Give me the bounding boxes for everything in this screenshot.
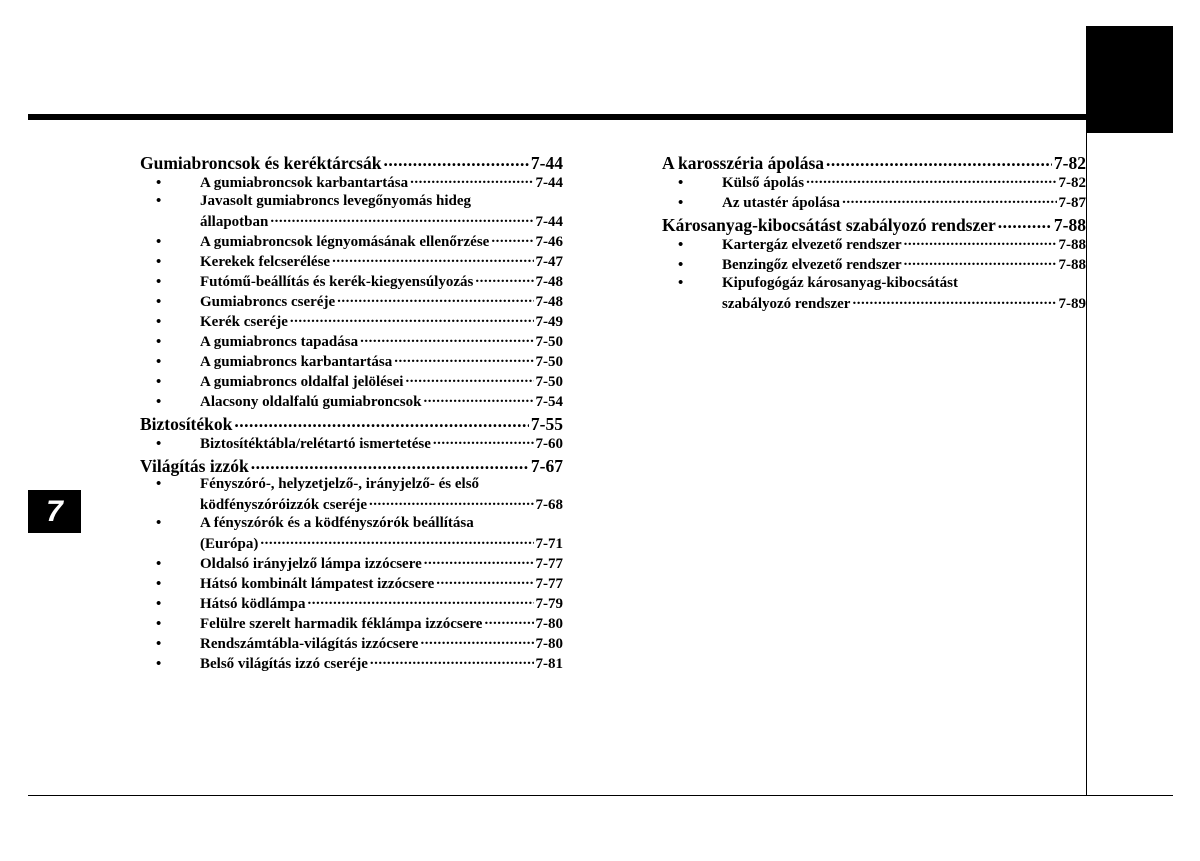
toc-section[interactable] — [662, 151, 1086, 172]
toc-entry-title: Külső ápolás — [722, 175, 805, 191]
toc-entry[interactable] — [662, 172, 1086, 192]
toc-entry[interactable] — [140, 593, 563, 613]
toc-entry-title: Belső világítás izzó cseréje — [200, 656, 368, 672]
toc-section-title: Világítás izzók — [140, 455, 249, 476]
dot-leader — [904, 234, 1057, 249]
toc-entry-continuation[interactable] — [662, 293, 1086, 313]
dot-leader — [370, 653, 534, 668]
toc-page-number: 7-55 — [530, 413, 563, 434]
toc-entry[interactable] — [140, 514, 563, 533]
toc-entry-title: A gumiabroncs tapadása — [200, 334, 359, 350]
toc-left-column — [140, 150, 563, 673]
toc-section-title: Biztosítékok — [140, 413, 233, 434]
bullet-marker: • — [156, 556, 162, 572]
dot-leader — [842, 192, 1056, 207]
bullet-marker: • — [156, 616, 162, 632]
bullet-marker: • — [156, 515, 162, 531]
toc-entry-title-line: Kipufogógáz károsanyag-kibocsátást — [722, 275, 959, 291]
toc-entry[interactable] — [140, 271, 563, 291]
toc-page-number: 7-48 — [535, 274, 563, 290]
bullet-marker: • — [156, 234, 162, 250]
dot-leader — [360, 331, 533, 346]
toc-entry-title: Felülre szerelt harmadik féklámpa izzócsere — [200, 616, 483, 632]
toc-page-number: 7-54 — [535, 394, 563, 410]
dot-leader — [383, 151, 528, 169]
bullet-marker: • — [156, 334, 162, 350]
dot-leader — [826, 151, 1052, 169]
toc-entry-title: Kartergáz elvezető rendszer — [722, 237, 902, 253]
dot-leader — [307, 593, 533, 608]
toc-entry-title-line: A fényszórók és a ködfényszórók beállítása — [200, 515, 474, 531]
toc-page-number: 7-44 — [535, 175, 563, 191]
dot-leader — [423, 391, 533, 406]
toc-page-number: 7-89 — [1058, 296, 1086, 312]
dot-leader — [475, 271, 533, 286]
dot-leader — [251, 454, 529, 472]
toc-entry[interactable] — [140, 573, 563, 593]
toc-entry-title: Hátsó kombinált lámpatest izzócsere — [200, 576, 435, 592]
toc-page-number: 7-81 — [535, 656, 563, 672]
toc-entry-title: Biztosítéktábla/relétartó ismertetése — [200, 436, 431, 452]
bullet-marker: • — [156, 596, 162, 612]
dot-leader — [405, 371, 533, 386]
dot-leader — [290, 311, 534, 326]
toc-page-number: 7-82 — [1058, 175, 1086, 191]
footer-rule — [28, 795, 1173, 796]
toc-entry-title: állapotban — [200, 214, 269, 230]
dot-leader — [424, 553, 534, 568]
bullet-marker: • — [156, 314, 162, 330]
toc-page-number: 7-50 — [535, 374, 563, 390]
toc-entry[interactable] — [662, 274, 1086, 293]
toc-page-number: 7-44 — [530, 152, 563, 173]
dot-leader — [337, 291, 533, 306]
toc-page-number: 7-80 — [535, 636, 563, 652]
toc-entry[interactable] — [140, 633, 563, 653]
dot-leader — [410, 172, 533, 187]
bullet-marker: • — [156, 394, 162, 410]
toc-entry[interactable] — [140, 291, 563, 311]
toc-section[interactable] — [662, 213, 1086, 234]
toc-entry[interactable] — [140, 433, 563, 453]
toc-section-title: Károsanyag-kibocsátást szabályozó rendszer — [662, 214, 996, 235]
bullet-marker: • — [156, 294, 162, 310]
toc-page-number: 7-67 — [530, 455, 563, 476]
bullet-marker: • — [156, 656, 162, 672]
toc-entry-title-line: Fényszóró-, helyzetjelző-, irányjelző- és első — [200, 476, 480, 492]
toc-entry-continuation[interactable] — [140, 211, 563, 231]
toc-entry[interactable] — [140, 172, 563, 192]
toc-page-number: 7-71 — [535, 536, 563, 552]
toc-page-number: 7-50 — [535, 334, 563, 350]
toc-section-title: A karosszéria ápolása — [662, 152, 825, 173]
corner-tab-block — [1086, 26, 1173, 133]
dot-leader — [234, 412, 529, 430]
toc-entry-title: A gumiabroncs karbantartása — [200, 354, 393, 370]
toc-page-number: 7-88 — [1058, 257, 1086, 273]
toc-entry-title: Oldalsó irányjelző lámpa izzócsere — [200, 556, 422, 572]
toc-entry[interactable] — [140, 391, 563, 411]
toc-page-number: 7-88 — [1058, 237, 1086, 253]
dot-leader — [433, 433, 534, 448]
toc-entry-title: Gumiabroncs cseréje — [200, 294, 336, 310]
chapter-number: 7 — [46, 494, 63, 528]
toc-right-column — [662, 150, 1086, 313]
bullet-marker: • — [156, 175, 162, 191]
toc-entry-title: Alacsony oldalfalú gumiabroncsok — [200, 394, 422, 410]
toc-entry-title: Hátsó ködlámpa — [200, 596, 306, 612]
bullet-marker: • — [678, 195, 684, 211]
toc-entry[interactable] — [140, 553, 563, 573]
toc-entry-title: Kerekek felcserélése — [200, 254, 331, 270]
toc-page-number: 7-82 — [1053, 152, 1086, 173]
toc-entry-title: Rendszámtábla-világítás izzócsere — [200, 636, 419, 652]
toc-section[interactable] — [140, 151, 563, 172]
dot-leader — [260, 533, 533, 548]
header-rule — [28, 114, 1089, 120]
bullet-marker: • — [156, 576, 162, 592]
right-margin-rule — [1086, 118, 1087, 796]
dot-leader — [852, 293, 1056, 308]
toc-page-number: 7-87 — [1058, 195, 1086, 211]
toc-entry[interactable] — [140, 653, 563, 673]
toc-entry[interactable] — [662, 254, 1086, 274]
bullet-marker: • — [678, 275, 684, 291]
dot-leader — [904, 254, 1057, 269]
toc-page-number: 7-48 — [535, 294, 563, 310]
bullet-marker: • — [678, 237, 684, 253]
toc-entry-title: A gumiabroncs oldalfal jelölései — [200, 374, 404, 390]
toc-entry[interactable] — [140, 331, 563, 351]
toc-entry[interactable] — [140, 251, 563, 271]
bullet-marker: • — [156, 436, 162, 452]
bullet-marker: • — [156, 193, 162, 209]
dot-leader — [270, 211, 533, 226]
toc-entry[interactable] — [662, 192, 1086, 212]
toc-entry[interactable] — [140, 613, 563, 633]
dot-leader — [436, 573, 533, 588]
chapter-tab — [28, 490, 81, 533]
dot-leader — [998, 213, 1052, 231]
bullet-marker: • — [678, 257, 684, 273]
dot-leader — [420, 633, 533, 648]
toc-page-number: 7-49 — [535, 314, 563, 330]
dot-leader — [491, 231, 533, 246]
toc-entry-title: Futómű-beállítás és kerék-kiegyensúlyozás — [200, 274, 474, 290]
toc-entry[interactable] — [662, 234, 1086, 254]
bullet-marker: • — [156, 476, 162, 492]
toc-entry-title: A gumiabroncsok légnyomásának ellenőrzése — [200, 234, 490, 250]
bullet-marker: • — [156, 374, 162, 390]
toc-section-title: Gumiabroncsok és keréktárcsák — [140, 152, 382, 173]
dot-leader — [806, 172, 1056, 187]
toc-entry[interactable] — [140, 475, 563, 494]
toc-entry-title-line: Javasolt gumiabroncs levegőnyomás hideg — [200, 193, 471, 209]
bullet-marker: • — [156, 354, 162, 370]
toc-entry[interactable] — [140, 192, 563, 211]
dot-leader — [394, 351, 533, 366]
dot-leader — [369, 494, 533, 509]
toc-page-number: 7-47 — [535, 254, 563, 270]
toc-entry[interactable] — [140, 371, 563, 391]
toc-entry[interactable] — [140, 351, 563, 371]
toc-section[interactable] — [140, 454, 563, 475]
toc-entry-title: szabályozó rendszer — [722, 296, 851, 312]
toc-page-number: 7-68 — [535, 497, 563, 513]
toc-page-number: 7-77 — [535, 576, 563, 592]
bullet-marker: • — [678, 175, 684, 191]
toc-entry-continuation[interactable] — [140, 533, 563, 553]
toc-page-number: 7-80 — [535, 616, 563, 632]
toc-entry-continuation[interactable] — [140, 494, 563, 514]
toc-entry-title: ködfényszóróizzók cseréje — [200, 497, 368, 513]
toc-page-number: 7-77 — [535, 556, 563, 572]
toc-page-number: 7-50 — [535, 354, 563, 370]
toc-section[interactable] — [140, 412, 563, 433]
toc-page-number: 7-88 — [1053, 214, 1086, 235]
bullet-marker: • — [156, 274, 162, 290]
toc-page-number: 7-60 — [535, 436, 563, 452]
toc-entry-title: Benzingőz elvezető rendszer — [722, 257, 902, 273]
dot-leader — [332, 251, 533, 266]
bullet-marker: • — [156, 636, 162, 652]
toc-entry[interactable] — [140, 311, 563, 331]
toc-entry-title: Kerék cseréje — [200, 314, 288, 330]
toc-entry-title: A gumiabroncsok karbantartása — [200, 175, 409, 191]
toc-entry-title: Az utastér ápolása — [722, 195, 841, 211]
bullet-marker: • — [156, 254, 162, 270]
toc-entry-title: (Európa) — [200, 536, 259, 552]
toc-entry[interactable] — [140, 231, 563, 251]
toc-page-number: 7-44 — [535, 214, 563, 230]
dot-leader — [484, 613, 533, 628]
toc-page-number: 7-46 — [535, 234, 563, 250]
toc-page-number: 7-79 — [535, 596, 563, 612]
